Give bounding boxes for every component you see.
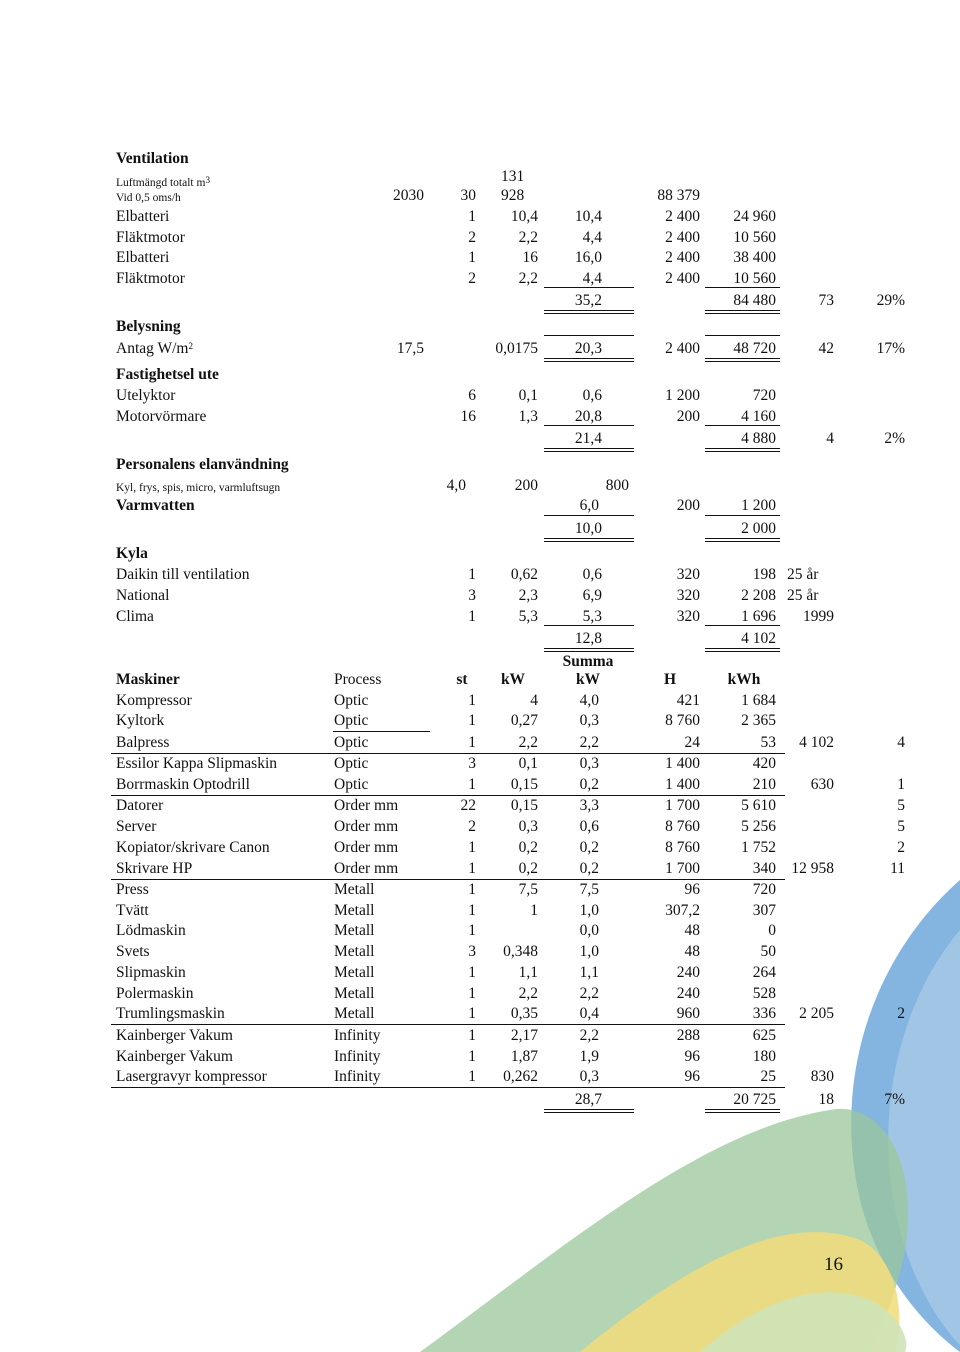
maskiner-kwh-double <box>705 1109 780 1113</box>
group-line-order <box>111 879 785 880</box>
maskiner-row-process: Optic <box>334 755 369 772</box>
ventilation-row-kwh: 10 560 <box>733 270 776 287</box>
maskiner-summa-header: Summa <box>562 653 614 670</box>
maskiner-row-st: 1 <box>468 902 476 919</box>
group-line-optic-2 <box>111 795 785 796</box>
maskiner-row-kw: 0,2 <box>518 860 538 877</box>
maskiner-row-kw: 1 <box>530 902 538 919</box>
kyla-row-kwh: 198 <box>752 566 776 583</box>
maskiner-row-sum: 1,9 <box>579 1048 599 1065</box>
maskiner-row-group-count: 5 <box>897 818 905 835</box>
ventilation-row-st: 1 <box>468 208 476 225</box>
ventilation-row-sum: 4,4 <box>582 229 602 246</box>
kyla-row-st: 3 <box>468 587 476 604</box>
kyl-label: Kyl, frys, spis, micro, varmluftsugn <box>116 482 281 494</box>
ventilation-total-a: 73 <box>818 292 834 309</box>
ventilation-row-label: Fläktmotor <box>116 229 185 246</box>
maskiner-row-kwh: 1 684 <box>741 692 776 709</box>
kyla-row-sum: 0,6 <box>582 566 602 583</box>
maskiner-row-process: Infinity <box>334 1048 381 1065</box>
maskiner-row-process: Optic <box>334 692 369 709</box>
maskiner-row-kwh: 5 256 <box>741 818 776 835</box>
fastighetsel-row-st: 16 <box>460 408 476 425</box>
ventilation-row-sum: 16,0 <box>574 249 602 266</box>
maskiner-row-process: Metall <box>334 881 375 898</box>
maskiner-row-kwh: 180 <box>752 1048 776 1065</box>
belysning-pct: 17% <box>876 340 905 357</box>
maskiner-row-st: 1 <box>468 860 476 877</box>
maskiner-row-kw: 0,15 <box>510 776 538 793</box>
maskiner-row-kw: 0,348 <box>503 943 538 960</box>
maskiner-sum-double <box>544 1109 634 1113</box>
kyl-a: 4,0 <box>446 477 466 494</box>
maskiner-header-process: Process <box>334 671 382 688</box>
ventilation-row-h: 2 400 <box>665 229 700 246</box>
vid-value-a: 2030 <box>393 187 424 204</box>
personal-sum-underline <box>544 515 634 516</box>
vid-value-c2: 928 <box>501 187 525 204</box>
maskiner-row-kw: 0,2 <box>518 839 538 856</box>
maskiner-row-kwh: 340 <box>752 860 776 877</box>
maskiner-row-kw: 1,87 <box>510 1048 538 1065</box>
kyla-total-kwh: 4 102 <box>741 630 776 647</box>
kyl-c: 800 <box>605 477 629 494</box>
fastighetsel-row-h: 200 <box>676 408 700 425</box>
maskiner-row-group-count: 1 <box>897 776 905 793</box>
ventilation-row-label: Elbatteri <box>116 208 170 225</box>
ventilation-row-st: 2 <box>468 229 476 246</box>
maskiner-row-kwh: 625 <box>752 1027 776 1044</box>
maskiner-row-process: Metall <box>334 922 375 939</box>
maskiner-row-group-count: 5 <box>897 797 905 814</box>
kyla-kwh-double <box>705 648 780 652</box>
maskiner-row-kwh: 528 <box>752 985 776 1002</box>
maskiner-row-label: Lödmaskin <box>116 922 186 939</box>
maskiner-row-st: 3 <box>468 755 476 772</box>
fastighetsel-row-sum: 20,8 <box>574 408 602 425</box>
ventilation-total-kwh: 84 480 <box>733 292 776 309</box>
maskiner-row-st: 1 <box>468 839 476 856</box>
heading-belysning: Belysning <box>116 318 181 335</box>
fastighetsel-total-b: 2% <box>884 430 905 447</box>
maskiner-row-kw: 7,5 <box>518 881 538 898</box>
kyla-row-sum: 5,3 <box>582 608 602 625</box>
maskiner-row-h: 8 760 <box>665 712 700 729</box>
ventilation-row-kw: 2,2 <box>518 270 538 287</box>
maskiner-row-process: Optic <box>334 734 369 751</box>
maskiner-row-kwh: 53 <box>760 734 776 751</box>
fastighetsel-total-a: 4 <box>826 430 834 447</box>
maskiner-row-st: 1 <box>468 964 476 981</box>
maskiner-row-label: Tvätt <box>116 902 149 919</box>
varmvatten-sum: 6,0 <box>579 497 599 514</box>
maskiner-row-label: Essilor Kappa Slipmaskin <box>116 755 278 772</box>
ventilation-kwh-double <box>705 310 780 314</box>
maskiner-row-process: Metall <box>334 943 375 960</box>
maskiner-row-label: Borrmaskin Optodrill <box>116 776 250 793</box>
ventilation-row-kwh: 24 960 <box>733 208 776 225</box>
maskiner-row-h: 48 <box>684 922 700 939</box>
vid-value-b: 30 <box>460 187 476 204</box>
fastighetsel-row-h: 1 200 <box>665 387 700 404</box>
personal-total-kwh: 2 000 <box>741 520 776 537</box>
maskiner-row-st: 1 <box>468 712 476 729</box>
maskiner-row-sum: 2,2 <box>579 734 599 751</box>
maskiner-row-label: Polermaskin <box>116 985 194 1002</box>
fastighetsel-total-kwh: 4 880 <box>741 430 776 447</box>
maskiner-row-sum: 0,3 <box>579 1068 599 1085</box>
maskiner-row-h: 240 <box>676 985 700 1002</box>
personal-total-sum: 10,0 <box>574 520 602 537</box>
maskiner-row-kw: 0,35 <box>510 1005 538 1022</box>
ventilation-total-sum: 35,2 <box>574 292 602 309</box>
maskiner-row-label: Kyltork <box>116 712 165 729</box>
ventilation-row-label: Elbatteri <box>116 249 170 266</box>
maskiner-row-group-count: 2 <box>897 839 905 856</box>
maskiner-row-kwh: 264 <box>752 964 776 981</box>
maskiner-row-kw: 4 <box>530 692 538 709</box>
maskiner-row-label: Lasergravyr kompressor <box>116 1068 267 1085</box>
belysning-sum-topline <box>544 335 634 336</box>
ventilation-row-h: 2 400 <box>665 208 700 225</box>
ventilation-row-kw: 16 <box>522 249 538 266</box>
maskiner-row-st: 22 <box>460 797 476 814</box>
belysning-kwh-double <box>705 358 780 362</box>
belysning-h: 2 400 <box>665 340 700 357</box>
ventilation-row-kw: 2,2 <box>518 229 538 246</box>
maskiner-row-label: Datorer <box>116 797 164 814</box>
antag-label <box>116 340 193 358</box>
maskiner-row-h: 1 700 <box>665 797 700 814</box>
fastighetsel-row-kw: 0,1 <box>518 387 538 404</box>
page-number: 16 <box>824 1254 843 1275</box>
fastighetsel-row-kwh: 720 <box>752 387 776 404</box>
kyla-row-kw: 0,62 <box>510 566 538 583</box>
maskiner-row-group-total: 630 <box>810 776 834 793</box>
belysning-sum-double <box>544 358 634 362</box>
varmvatten-h: 200 <box>676 497 700 514</box>
maskiner-row-process: Order mm <box>334 839 399 856</box>
maskiner-row-h: 96 <box>684 1068 700 1085</box>
maskiner-row-kwh: 0 <box>768 922 776 939</box>
maskiner-row-process: Order mm <box>334 818 399 835</box>
maskiner-row-sum: 1,0 <box>579 902 599 919</box>
kyla-sum-double <box>544 648 634 652</box>
maskiner-row-label: Kainberger Vakum <box>116 1027 233 1044</box>
ventilation-row-st: 1 <box>468 249 476 266</box>
maskiner-row-kw: 2,17 <box>510 1027 538 1044</box>
antag-label-superscript: 2 <box>188 341 193 351</box>
kyla-row-kwh: 2 208 <box>741 587 776 604</box>
maskiner-row-label: Press <box>116 881 149 898</box>
maskiner-row-label: Kompressor <box>116 692 192 709</box>
maskiner-row-h: 1 400 <box>665 776 700 793</box>
maskiner-row-kwh: 25 <box>760 1068 776 1085</box>
maskiner-total-a: 18 <box>818 1091 834 1108</box>
maskiner-row-process: Optic <box>334 776 369 793</box>
maskiner-row-process: Metall <box>334 985 375 1002</box>
maskiner-row-h: 288 <box>676 1027 700 1044</box>
maskiner-row-st: 1 <box>468 1048 476 1065</box>
kyltork-process-underline <box>333 731 430 732</box>
maskiner-row-sum: 1,0 <box>579 943 599 960</box>
fastighetsel-sum-double <box>544 448 634 452</box>
maskiner-row-st: 1 <box>468 1068 476 1085</box>
ventilation-row-sum: 4,4 <box>582 270 602 287</box>
maskiner-row-process: Metall <box>334 1005 375 1022</box>
maskiner-total-b: 7% <box>884 1091 905 1108</box>
maskiner-row-h: 1 700 <box>665 860 700 877</box>
belysning-x: 42 <box>818 340 834 357</box>
kyla-row-h: 320 <box>676 566 700 583</box>
maskiner-row-st: 1 <box>468 1005 476 1022</box>
kyla-row-kwh: 1 696 <box>741 608 776 625</box>
belysning-a: 17,5 <box>396 340 424 357</box>
maskiner-header-kw: kW <box>500 671 526 688</box>
maskiner-row-kw: 0,3 <box>518 818 538 835</box>
maskiner-header-label: Maskiner <box>116 671 180 688</box>
maskiner-row-st: 1 <box>468 922 476 939</box>
antag-label-text: Antag W/m <box>116 340 189 357</box>
maskiner-total-kwh: 20 725 <box>733 1091 776 1108</box>
maskiner-row-label: Trumlingsmaskin <box>116 1005 225 1022</box>
maskiner-row-st: 1 <box>468 776 476 793</box>
maskiner-row-kw: 0,262 <box>503 1068 538 1085</box>
fastighetsel-sum-underline <box>544 425 634 426</box>
maskiner-row-kw: 2,2 <box>518 985 538 1002</box>
maskiner-row-group-total: 4 102 <box>799 734 834 751</box>
maskiner-row-sum: 0,0 <box>579 922 599 939</box>
maskiner-row-process: Metall <box>334 902 375 919</box>
maskiner-row-sum: 4,0 <box>579 692 599 709</box>
kyla-row-label: Daikin till ventilation <box>116 566 250 583</box>
maskiner-row-process: Optic <box>334 712 369 729</box>
maskiner-header-h: H <box>663 671 677 688</box>
personal-kwh-underline <box>705 515 780 516</box>
kyla-row-st: 1 <box>468 566 476 583</box>
vid-value-c1: 131 <box>501 168 525 185</box>
ventilation-kwh-underline <box>705 287 780 288</box>
heading-personal: Personalens elanvändning <box>116 456 289 473</box>
maskiner-row-group-count: 11 <box>890 860 905 877</box>
maskiner-row-group-total: 12 958 <box>791 860 834 877</box>
maskiner-row-process: Infinity <box>334 1027 381 1044</box>
maskiner-row-h: 307,2 <box>665 902 700 919</box>
maskiner-row-kw: 0,1 <box>518 755 538 772</box>
ventilation-sum-double <box>544 310 634 314</box>
fastighetsel-row-sum: 0,6 <box>582 387 602 404</box>
kyla-total-sum: 12,8 <box>574 630 602 647</box>
maskiner-row-kwh: 50 <box>760 943 776 960</box>
kyla-row-label: Clima <box>116 608 154 625</box>
maskiner-row-process: Infinity <box>334 1068 381 1085</box>
maskiner-row-kw: 0,27 <box>510 712 538 729</box>
luftmangd-label-text: Luftmängd totalt m <box>116 177 206 189</box>
fastighetsel-row-kw: 1,3 <box>518 408 538 425</box>
heading-fastighetsel: Fastighetsel ute <box>116 366 219 383</box>
maskiner-row-label: Kopiator/skrivare Canon <box>116 839 270 856</box>
maskiner-row-label: Server <box>116 818 157 835</box>
maskiner-row-process: Metall <box>334 964 375 981</box>
maskiner-row-group-total: 2 205 <box>799 1005 834 1022</box>
ventilation-row-sum: 10,4 <box>574 208 602 225</box>
maskiner-row-kw: 1,1 <box>518 964 538 981</box>
maskiner-row-label: Skrivare HP <box>116 860 193 877</box>
maskiner-row-kwh: 1 752 <box>741 839 776 856</box>
maskiner-row-label: Slipmaskin <box>116 964 186 981</box>
kyla-row-h: 320 <box>676 587 700 604</box>
maskiner-row-sum: 3,3 <box>579 797 599 814</box>
maskiner-row-kwh: 720 <box>752 881 776 898</box>
kyla-row-note: 25 år <box>787 566 819 583</box>
ventilation-row-st: 2 <box>468 270 476 287</box>
maskiner-row-sum: 0,4 <box>579 1005 599 1022</box>
maskiner-row-kwh: 420 <box>752 755 776 772</box>
belysning-kwh-topline <box>705 335 780 336</box>
maskiner-row-h: 960 <box>676 1005 700 1022</box>
maskiner-row-h: 421 <box>676 692 700 709</box>
ventilation-sum-underline <box>544 287 634 288</box>
maskiner-row-kwh: 336 <box>752 1005 776 1022</box>
kyla-row-note: 1999 <box>803 608 834 625</box>
maskiner-header-kwh: kWh <box>727 671 761 688</box>
belysning-sum: 20,3 <box>574 340 602 357</box>
ventilation-row-kwh: 10 560 <box>733 229 776 246</box>
maskiner-row-process: Order mm <box>334 797 399 814</box>
maskiner-row-sum: 1,1 <box>579 964 599 981</box>
heading-kyla: Kyla <box>116 545 148 562</box>
fastighetsel-kwh-double <box>705 448 780 452</box>
ventilation-row-kwh: 38 400 <box>733 249 776 266</box>
maskiner-row-label: Svets <box>116 943 150 960</box>
personal-kwh-double <box>705 538 780 542</box>
maskiner-row-kwh: 5 610 <box>741 797 776 814</box>
group-line-optic-1 <box>111 753 785 754</box>
ventilation-total-b: 29% <box>876 292 905 309</box>
maskiner-row-label: Balpress <box>116 734 170 751</box>
fastighetsel-row-label: Utelyktor <box>116 387 176 404</box>
belysning-kw: 0,0175 <box>495 340 538 357</box>
kyl-b: 200 <box>514 477 538 494</box>
maskiner-row-sum: 7,5 <box>579 881 599 898</box>
maskiner-row-h: 96 <box>684 881 700 898</box>
maskiner-row-st: 1 <box>468 734 476 751</box>
maskiner-header-st: st <box>456 671 468 688</box>
maskiner-row-kwh: 307 <box>752 902 776 919</box>
maskiner-row-h: 1 400 <box>665 755 700 772</box>
kyla-row-h: 320 <box>676 608 700 625</box>
kyla-row-kw: 2,3 <box>518 587 538 604</box>
fastighetsel-total-sum: 21,4 <box>574 430 602 447</box>
maskiner-header-sum-kw: kW <box>575 671 601 688</box>
fastighetsel-row-st: 6 <box>468 387 476 404</box>
maskiner-row-kw: 2,2 <box>518 734 538 751</box>
varmvatten-label: Varmvatten <box>116 497 195 514</box>
fastighetsel-row-label: Motorvörmare <box>116 408 207 425</box>
maskiner-row-process: Order mm <box>334 860 399 877</box>
maskiner-row-sum: 0,3 <box>579 712 599 729</box>
fastighetsel-row-kwh: 4 160 <box>741 408 776 425</box>
maskiner-row-sum: 0,2 <box>579 776 599 793</box>
maskiner-row-kw: 0,15 <box>510 797 538 814</box>
maskiner-row-sum: 0,2 <box>579 860 599 877</box>
maskiner-row-sum: 2,2 <box>579 985 599 1002</box>
maskiner-row-group-count: 4 <box>897 734 905 751</box>
maskiner-row-st: 1 <box>468 881 476 898</box>
maskiner-row-st: 2 <box>468 818 476 835</box>
maskiner-row-st: 1 <box>468 1027 476 1044</box>
heading-ventilation: Ventilation <box>116 150 189 167</box>
vid-label: Vid 0,5 oms/h <box>116 192 181 204</box>
maskiner-row-h: 24 <box>684 734 700 751</box>
kyla-kwh-underline <box>705 625 780 626</box>
maskiner-row-st: 1 <box>468 692 476 709</box>
maskiner-row-label: Kainberger Vakum <box>116 1048 233 1065</box>
group-line-infinity <box>111 1087 785 1088</box>
maskiner-row-h: 240 <box>676 964 700 981</box>
maskiner-row-sum: 0,6 <box>579 818 599 835</box>
varmvatten-kwh: 1 200 <box>741 497 776 514</box>
ventilation-row-h: 2 400 <box>665 249 700 266</box>
fastighetsel-kwh-underline <box>705 425 780 426</box>
ventilation-row-label: Fläktmotor <box>116 270 185 287</box>
maskiner-row-h: 8 760 <box>665 818 700 835</box>
personal-sum-double <box>544 538 634 542</box>
maskiner-row-st: 1 <box>468 985 476 1002</box>
maskiner-row-h: 48 <box>684 943 700 960</box>
kyla-row-note: 25 år <box>787 587 819 604</box>
maskiner-row-st: 3 <box>468 943 476 960</box>
kyla-row-st: 1 <box>468 608 476 625</box>
luftmangd-label-superscript: 3 <box>205 175 210 185</box>
belysning-kwh: 48 720 <box>733 340 776 357</box>
maskiner-row-sum: 0,2 <box>579 839 599 856</box>
vid-value-h: 88 379 <box>657 187 700 204</box>
maskiner-row-kwh: 210 <box>752 776 776 793</box>
ventilation-row-h: 2 400 <box>665 270 700 287</box>
kyla-row-kw: 5,3 <box>518 608 538 625</box>
maskiner-row-sum: 2,2 <box>579 1027 599 1044</box>
maskiner-row-h: 8 760 <box>665 839 700 856</box>
group-line-metall <box>111 1024 785 1025</box>
maskiner-row-h: 96 <box>684 1048 700 1065</box>
maskiner-row-group-count: 2 <box>897 1005 905 1022</box>
kyla-sum-underline <box>544 625 634 626</box>
maskiner-row-group-total: 830 <box>810 1068 834 1085</box>
ventilation-row-kw: 10,4 <box>510 208 538 225</box>
maskiner-row-sum: 0,3 <box>579 755 599 772</box>
maskiner-row-kwh: 2 365 <box>741 712 776 729</box>
maskiner-total-sum: 28,7 <box>574 1091 602 1108</box>
kyla-row-label: National <box>116 587 170 604</box>
kyla-row-sum: 6,9 <box>582 587 602 604</box>
